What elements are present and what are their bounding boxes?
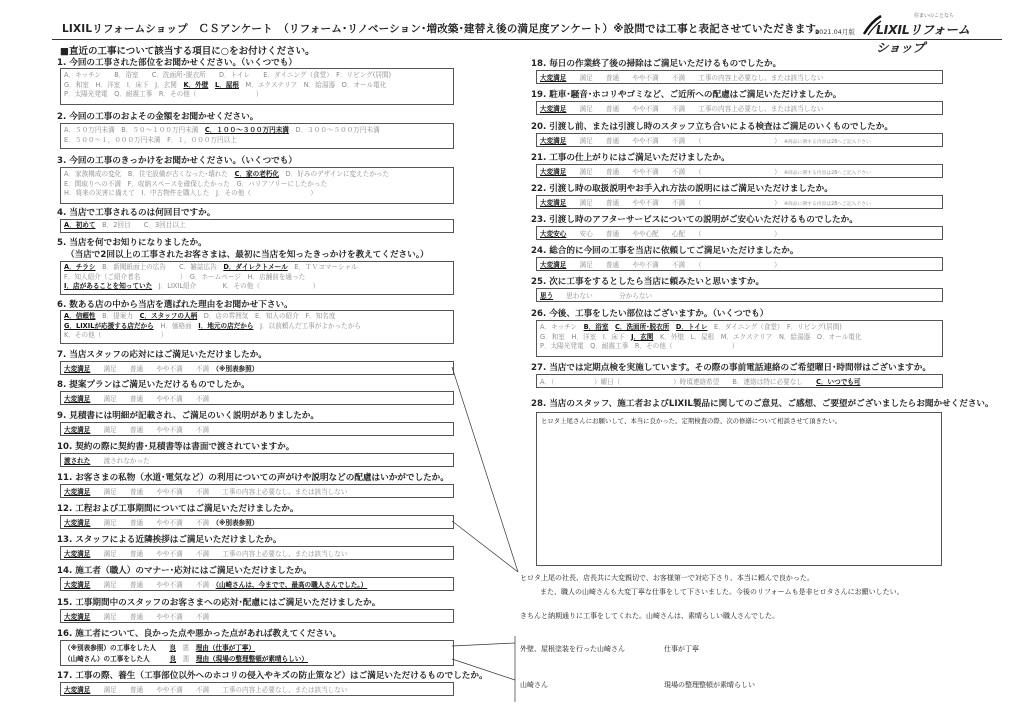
q26-option-j[interactable]: J．玄関 (631, 332, 654, 341)
q24-opt: 不満 (671, 261, 686, 269)
q12-opt: やや不満 (156, 519, 183, 527)
q6-option-h: H．価格面 (160, 321, 192, 330)
q17-title: 17. 工事の際、養生（工事部位以外へのホコリの侵入やキズの防止策など）はご満足いただけるものでしたか。 (57, 671, 488, 681)
q26-line3: P．太陽光発電 Q．耐震工事 R．その他（ ） (540, 342, 739, 350)
connector-q16-row2 (452, 659, 515, 680)
q26-title: 26. 今後、工事をしたい部位はございますか。（いくつでも） (531, 309, 769, 319)
q15-opt: 普通 (129, 613, 144, 621)
q23-selected[interactable]: 大変安心 (540, 230, 567, 238)
q6-option-b: B．提案力 (102, 312, 133, 320)
q24-selected[interactable]: 大変満足 (540, 261, 567, 269)
q6-option-c[interactable]: C．スタッフの人柄 (139, 312, 198, 320)
q8-opt: 満足 (103, 395, 117, 403)
q13-opt: 普通 (129, 550, 144, 558)
q16-row2-bad: 悪 (182, 655, 190, 663)
q19-extra: 工事の内容上必要なし、または該当しない (698, 105, 824, 113)
q17-opt: やや不満 (156, 686, 183, 694)
q3-line3: H．将来の災害に備えて I．中古物件を購入した J．その他（ ） (64, 189, 317, 197)
q7-opt: 普通 (129, 365, 144, 373)
q1-option-l[interactable]: L．屋根 (214, 80, 239, 89)
q19-opt: 普通 (605, 105, 620, 113)
q20-opt: 不満 (671, 137, 686, 145)
q12-opt: 満足 (103, 519, 117, 527)
q21-tiny-note: ※商品に関する内容は28へご記入下さい (783, 171, 871, 176)
q14-title: 14. 施工者（職人）のマナー･応対にはご満足いただけましたか。 (57, 566, 312, 576)
q28-answer-text: ヒロタ上尾さんにお願いして、本当に良かった。定期検査の際、次の修繕について相談させて頂きたい。 (541, 417, 842, 425)
q11-extra: 工事の内容上必要なし、または該当しない (222, 488, 348, 496)
q23-title: 23. 引渡し時のアフターサービスについての説明がご安心いただけるものでしたか。 (531, 215, 858, 225)
q6-title: 6. 数ある店の中から当店を選ばれた理由をお聞かせ下さい。 (57, 300, 293, 310)
q16-row1-good[interactable]: 良 (169, 644, 176, 652)
q15-title: 15. 工事期間中のスタッフのお客さまへの応対･配慮にはご満足いただけましたか。 (57, 598, 381, 608)
q22-opt: 不満 (671, 199, 686, 207)
q24-opt: 普通 (605, 261, 620, 269)
q20-title: 20. 引渡し前、または引渡し時のスタッフ立ち合いによる検査はご満足のいくものでしたか。 (531, 122, 893, 132)
q11-opt: 不満 (195, 488, 210, 496)
q28-title: 28. 当店のスタッフ、施工者およびLIXIL製品に関してのご意見、ご感想、ご要望がございましたらお聞かせください。 (531, 399, 994, 409)
q11-opt: 普通 (129, 488, 144, 496)
q26-option-c[interactable]: C．洗面所･脱衣所 (615, 323, 670, 331)
q11-opt: やや不満 (156, 488, 183, 496)
q14-opt: やや不満 (156, 581, 183, 589)
q1-line2: G．和室 H．洋室 I．床下 J．玄関 (64, 80, 177, 89)
q6-option-i[interactable]: I．地元の店だから (198, 321, 254, 330)
q26-line1-rest: E．ダイニング（食堂） F．リビング(居間) (714, 323, 842, 331)
q21-paren: （ ） (698, 168, 778, 176)
q8-opt: 普通 (129, 395, 144, 403)
q13-opt: 満足 (103, 550, 117, 558)
q18-selected[interactable]: 大変満足 (540, 74, 567, 82)
q17-opt: 普通 (129, 686, 144, 694)
q9-selected[interactable]: 大変満足 (64, 426, 91, 434)
q24-opt: 満足 (579, 261, 593, 269)
q19-opt: 満足 (579, 105, 593, 113)
q14-note: （山崎さんは、今までで、最高の職人さんでした。） (215, 581, 368, 589)
q18-opt: やや不満 (632, 74, 659, 82)
q11-opt: 満足 (103, 488, 117, 496)
q21-selected[interactable]: 大変満足 (540, 168, 567, 176)
connector-q7 (452, 367, 518, 572)
q13-extra: 工事の内容上必要なし、または該当しない (222, 550, 348, 558)
q17-selected[interactable]: 大変満足 (64, 686, 91, 694)
q4-others: B．2回目 C．3回目以上 (102, 221, 186, 229)
q21-opt: 普通 (605, 168, 620, 176)
q16-row2-reason: 理由（現場の整理整頓が素晴らしい） (195, 655, 308, 663)
q5-options-jk: J．LIXIL紹介 K．その他（ ） (158, 282, 320, 290)
q5-options-bc: B．新聞紙面上の広告 C．雑誌広告 (102, 263, 217, 271)
q5-option-i[interactable]: I．店があることを知っていた (64, 282, 153, 290)
q11-selected[interactable]: 大変満足 (64, 488, 91, 496)
q9-opt: 満足 (103, 426, 117, 434)
q1-line3: P．太陽光発電 Q．耐震工事 R．その他（ ） (64, 90, 263, 98)
q27-selected[interactable]: C．いつでも可 (816, 378, 861, 386)
q17-opt: 不満 (195, 686, 210, 694)
q11-title: 11. お客さまの私物（水道･電気など）の利用についての声がけや説明などの配慮はいかがでしたか。 (57, 473, 449, 483)
q16-row1-bad: 悪 (182, 644, 190, 652)
q5-option-d[interactable]: D．ダイレクトメール (223, 263, 288, 271)
version-date: 2021.04月版 (815, 28, 855, 36)
q5-line2: F．知人紹介（ご紹介者名 ） G．ホームページ H．店舗前を通った (64, 272, 306, 281)
q12-title: 12. 工程および工事期間についてはご満足いただけましたか。 (57, 504, 299, 514)
connector-q16-row1 (452, 643, 515, 646)
q19-selected[interactable]: 大変満足 (540, 105, 567, 113)
q22-opt: やや不満 (632, 199, 659, 207)
connector-q12 (452, 521, 518, 572)
q26-option-b[interactable]: B．浴室 (583, 323, 609, 331)
q19-title: 19. 駐車･騒音･ホコリやゴミなど、ご近所への配慮はご満足いただけましたか。 (531, 90, 842, 100)
q20-opt: 満足 (579, 137, 593, 145)
q8-selected[interactable]: 大変満足 (64, 395, 91, 403)
q18-title: 18. 毎日の作業終了後の掃除はご満足いただけるものでしたか。 (531, 59, 782, 69)
q16-row1-reason: 理由（仕事が丁寧） (195, 644, 256, 652)
q2-line1-rest: D．３００～５００万円未満 (295, 126, 380, 134)
q17-opt: 満足 (103, 686, 117, 694)
q18-opt: 満足 (579, 74, 593, 82)
q12-note: （※別表参照） (215, 519, 259, 527)
q6-options-def: D．店の雰囲気 E．知人の紹介 F．知名度 (203, 312, 336, 320)
comment-5-who: 山崎さん (520, 681, 548, 689)
q14-opt: 普通 (129, 581, 144, 589)
q7-opt: 満足 (103, 365, 117, 373)
q7-note: （※別表参照） (215, 365, 259, 373)
q26-line2: G．和室 H．洋室 I．床下 (540, 332, 625, 341)
survey-title: LIXILリフォームショップ ＣＳアンケート （リフォーム･リノベーション･増改築･建替え後の満足度アンケート）※設問では工事と表記させていただきます。 (62, 23, 827, 35)
q23-paren: （ ） (698, 230, 781, 238)
q21-opt: やや不満 (632, 168, 659, 176)
q20-selected[interactable]: 大変満足 (540, 137, 567, 145)
q23-opt: やや心配 (632, 230, 659, 238)
q23-opt: 安心 (579, 230, 593, 238)
q24-opt: やや不満 (632, 261, 659, 269)
q13-selected[interactable]: 大変満足 (64, 550, 91, 558)
comment-2: また、職人の山崎さんも大変丁寧な仕事をして下さいました。今後のリフォームも是非ヒロタさんにお願いしたい。 (540, 588, 904, 596)
q21-opt: 満足 (579, 168, 593, 176)
q16-row2-good[interactable]: 良 (169, 655, 177, 663)
q9-opt: 不満 (195, 426, 210, 434)
q5-title: 5. 当店を何でお知りになりましたか。 (57, 238, 207, 248)
q14-selected[interactable]: 大変満足 (64, 581, 91, 589)
q1-line1: A．キッチン B．浴室 C．洗面所･脱衣所 D．トイレ E．ダイニング（食堂） F．リビング(居間) (64, 71, 392, 79)
q4-title: 4. 当店で工事されるのは何回目ですか。 (57, 208, 216, 218)
q27-title: 27. 当店では定期点検を実施しています。その際の事前電話連絡のご希望曜日･時間帯はございますか。 (531, 363, 931, 373)
q3-option-c[interactable]: C．家の老朽化 (234, 170, 279, 178)
q22-selected[interactable]: 大変満足 (540, 199, 567, 207)
q19-opt: やや不満 (632, 105, 659, 113)
q16-row1-who: （※別表参照）の工事をした人 (64, 644, 157, 652)
q12-opt: 普通 (129, 519, 144, 527)
q1-title: 1. 今回の工事された部位をお聞かせください。（いくつでも） (57, 58, 297, 68)
q8-opt: やや不満 (156, 395, 183, 403)
q21-opt: 不満 (671, 168, 686, 176)
q15-opt: 満足 (103, 613, 117, 621)
logo-tagline: 住まいのことなら (914, 13, 955, 19)
q21-title: 21. 工事の仕上がりにはご満足いただけましたか。 (531, 153, 730, 163)
q22-paren: （ ） (698, 199, 778, 207)
q2-line1: A．５０万円未満 B．５０～１００万円未満 (64, 126, 199, 134)
logo-text: LIXILリフォームショップ (876, 22, 970, 55)
q7-opt: やや不満 (156, 365, 183, 373)
q8-opt: 不満 (195, 395, 210, 403)
q26-option-d[interactable]: D．トイレ (675, 323, 708, 331)
q24-title: 24. 総合的に今回の工事を当店に依頼してご満足いただけましたか。 (531, 246, 799, 256)
q25-others: 思わない 分からない (566, 292, 653, 300)
q4-option-a[interactable]: A．初めて (64, 221, 96, 229)
q15-selected[interactable]: 大変満足 (64, 613, 91, 621)
q7-selected[interactable]: 大変満足 (64, 365, 91, 373)
q13-title: 13. スタッフによる近隣挨拶はご満足いただけましたか。 (57, 535, 282, 545)
q14-opt: 不満 (195, 581, 210, 589)
q26-line2-rest: K．外壁 L．屋根 M．エクステリア N．給湯器 O．オール電化 (659, 332, 862, 341)
q14-opt: 満足 (103, 581, 117, 589)
q16-row2-who: （山崎さん）の工事をした人 (64, 655, 150, 663)
q25-selected[interactable]: 思う (540, 292, 554, 300)
q23-opt: 心配 (671, 230, 686, 238)
q7-title: 7. 当店スタッフの応対にはご満足いただけましたか。 (57, 350, 267, 360)
q3-line2: E．間取りへの不満 F．収納スペースを確保したかった G．バリアフリーにしたかった (64, 179, 328, 188)
q22-opt: 満足 (579, 199, 593, 207)
q22-title: 22. 引渡し時の取扱説明やお手入れ方法の説明にはご満足いただけましたか。 (531, 184, 833, 194)
q20-paren: （ ） (698, 137, 778, 145)
q2-line2: E．５００～１，０００万円未満 F．１，０００万円以上 (64, 135, 237, 144)
q8-title: 8. 提案プランはご満足いただけるものでしたか。 (57, 380, 250, 390)
q3-title: 3. 今回の工事のきっかけをお聞かせください。（いくつでも） (57, 156, 297, 166)
q9-title: 9. 見積書には明細が記載され、ご満足のいく説明がありましたか。 (57, 411, 319, 421)
q7-opt: 不満 (195, 365, 210, 373)
comment-4-reason: 仕事が丁寧 (664, 645, 699, 653)
q20-opt: やや不満 (632, 137, 659, 145)
q10-title: 10. 契約の際に契約書･見積書等は書面で渡されていますか。 (57, 442, 295, 452)
q9-opt: やや不満 (156, 426, 183, 434)
comment-3: きちんと納期通りに工事をしてくれた。山崎さんは、素晴らしい職人さんでした。 (520, 612, 779, 620)
section-title: ■直近の工事について該当する項目に○をお付けください。 (60, 46, 315, 57)
q10-option-b: 渡されなかった (103, 457, 150, 465)
comment-1: ヒロタ上尾の社長、店長共に大変親切で、お客様第一で対応下さり、本当に頼んで良かった。 (520, 574, 814, 582)
q13-opt: やや不満 (156, 550, 183, 558)
q2-option-c[interactable]: C．１００～３００万円未満 (204, 126, 289, 134)
q5-option-e: E．ＴＶコマーシャル (294, 263, 358, 271)
q3-line1-rest: D．好みのデザインに変えたかった (285, 170, 390, 178)
q20-opt: 普通 (605, 137, 620, 145)
q5-subtitle: （当店で2回以上の工事されたお客さまは、最初に当店を知ったきっかけを教えてください。） (66, 250, 429, 260)
comment-5-reason: 現場の整理整頓が素晴らしい (664, 681, 755, 689)
q6-option-g[interactable]: G．LIXILが応援する店だから (64, 321, 154, 330)
q15-opt: やや不満 (156, 613, 183, 621)
q12-selected[interactable]: 大変満足 (64, 519, 91, 527)
q22-opt: 普通 (605, 199, 620, 207)
q20-tiny-note: ※商品に関する内容は28へご記入下さい (783, 140, 871, 145)
q26-option-a: A．キッチン (540, 323, 578, 331)
q16-title: 16. 施工者について、良かった点や悪かった点があれば教えてください。 (57, 629, 342, 639)
q2-title: 2. 今回の工事のおよその金額をお聞かせください。 (57, 112, 259, 122)
q18-opt: 不満 (671, 74, 686, 82)
q15-opt: 不満 (195, 613, 210, 621)
q12-opt: 不満 (195, 519, 210, 527)
q24-paren: （ ） (698, 261, 781, 269)
comment-4-who: 外壁、屋根塗装を行った山崎さん (520, 645, 625, 653)
q22-tiny-note: ※商品に関する内容は28へご記入下さい (783, 202, 871, 207)
q19-opt: 不満 (671, 105, 686, 113)
q1-option-k[interactable]: K．外壁 (183, 80, 209, 89)
q18-extra: 工事の内容上必要なし、または該当しない (698, 74, 824, 82)
q6-option-j: J．以前頼んだ工事がよかったから (260, 321, 361, 330)
q10-selected[interactable]: 渡された (64, 457, 91, 465)
q25-title: 25. 次に工事をするとしたら当店に頼みたいと思いますか。 (531, 277, 765, 287)
q1-line2-rest: M．エクステリア N．給湯器 O．オール電化 (245, 80, 387, 89)
q6-option-k: K．その他（ ） (64, 331, 168, 339)
q23-opt: 普通 (605, 230, 620, 238)
q13-opt: 不満 (195, 550, 210, 558)
q9-opt: 普通 (129, 426, 144, 434)
q18-opt: 普通 (605, 74, 620, 82)
q5-option-a[interactable]: A．チラシ (64, 263, 96, 271)
q3-line1: A．家族構成の変化 B．住宅設備が古くなった･壊れた (64, 170, 228, 178)
q17-extra: 工事の内容上必要なし、または該当しない (222, 686, 348, 694)
q27-options-ab: A．（ ）曜日（ ）時頃連絡希望 B．連絡は特に必要なし (540, 378, 803, 386)
q6-option-a[interactable]: A．信頼性 (64, 312, 96, 320)
